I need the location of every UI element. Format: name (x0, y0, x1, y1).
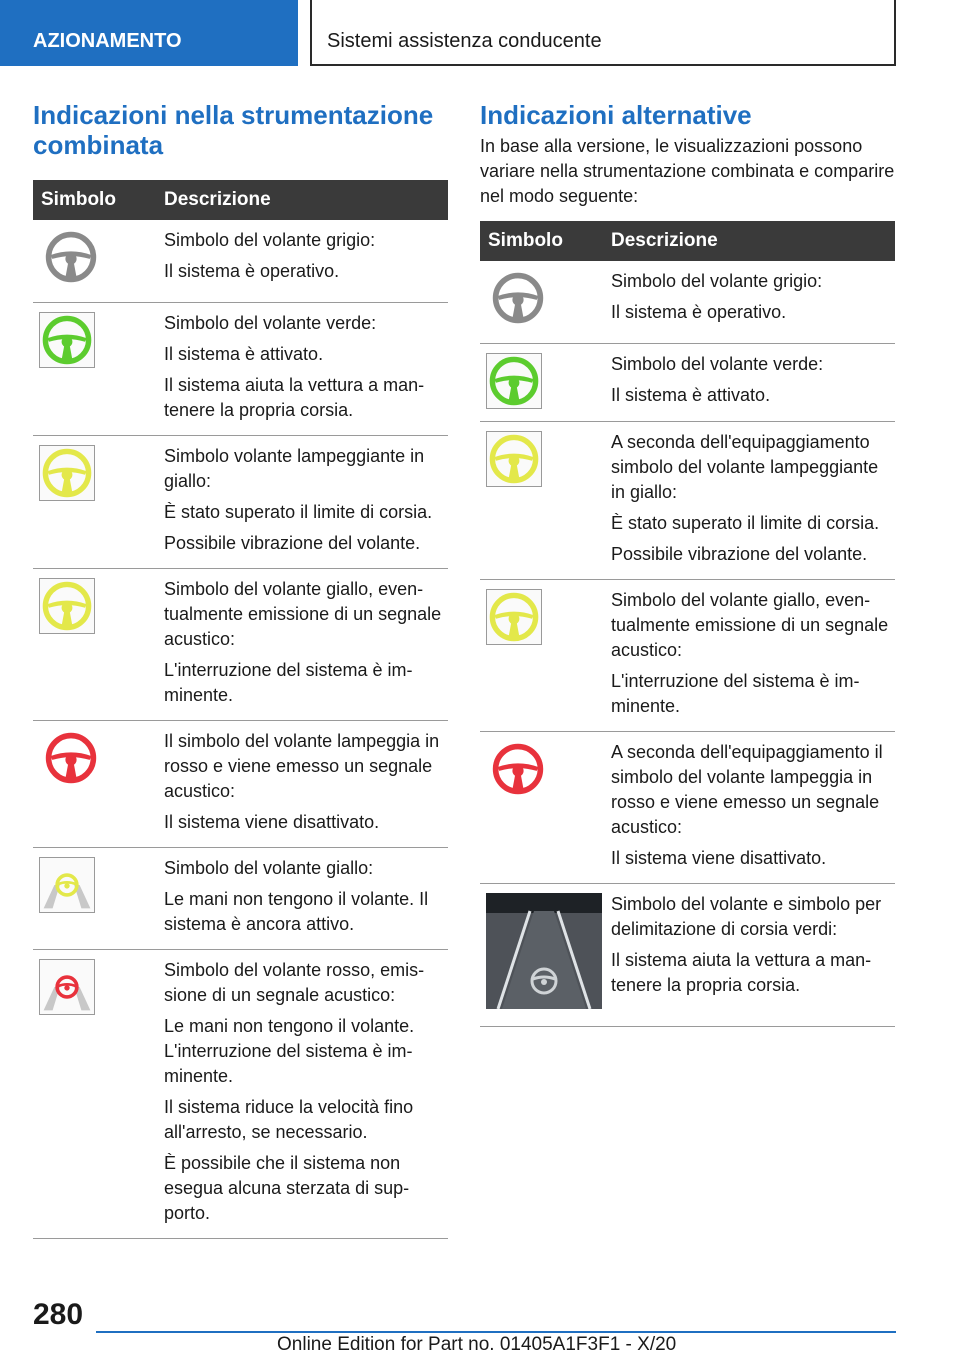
lane-boundary-wheel-icon (486, 893, 607, 1014)
symbol-cell (480, 580, 607, 732)
symbol-cell (480, 732, 607, 884)
symbol-cell (33, 569, 160, 721)
symbol-cell (33, 721, 160, 848)
description-cell (607, 580, 895, 732)
table-row (33, 721, 448, 848)
table-row (33, 303, 448, 436)
description-text: Il sistema viene disattivato. (164, 812, 380, 832)
description-cell (160, 569, 448, 721)
page-header (0, 0, 960, 66)
intro-paragraph: In base alla versione, le visualizzazioni possono variare nella strumentazione combinata e comparire nel modo seguente: (480, 136, 895, 206)
steering-wheel-yellow-flashing-icon (486, 431, 542, 487)
table-row (480, 580, 895, 732)
description-text: Simbolo del volante grigio: (611, 271, 823, 291)
description-text: A seconda dell'equipaggiamento il simbolo del volante lampeggia in rosso e viene emesso un segnale acustico: (611, 742, 883, 837)
steering-wheel-yellow-icon (39, 578, 95, 634)
page-number: 280 (33, 1298, 84, 1331)
description-text: L'interruzione del sistema è imminente. (164, 660, 413, 705)
column-header-symbol: Simbolo (33, 180, 160, 220)
steering-wheel-grey-icon (486, 270, 607, 331)
description-text: Il sistema aiuta la vettura a mantenere la propria corsia. (164, 375, 425, 420)
section-heading: Indicazioni nella strumentazione combinata (33, 100, 434, 160)
table-row (33, 950, 448, 1239)
hands-on-wheel-yellow-icon (39, 857, 95, 913)
description-text: Simbolo volante lampeggiante in giallo: (164, 446, 425, 491)
description-text: Il simbolo del volante lampeggia in rosso e viene emesso un segnale acustico: (164, 731, 440, 801)
right-column (480, 100, 895, 1027)
table-row (480, 884, 895, 1027)
symbol-cell (480, 422, 607, 580)
footer-divider (96, 1331, 896, 1333)
description-text: È possibile che il sistema non esegua alcuna sterzata di supporto. (164, 1153, 410, 1223)
description-text: Le mani non tengono il volante. L'interruzione del sistema è imminente. (164, 1016, 415, 1086)
steering-wheel-yellow-icon (486, 589, 542, 645)
table-row (33, 569, 448, 721)
table-row (33, 848, 448, 950)
description-text: Simbolo del volante verde: (164, 313, 377, 333)
description-text: Il sistema è operativo. (164, 261, 340, 281)
symbol-cell (480, 884, 607, 1027)
column-header-description: Descrizione (607, 221, 895, 261)
symbol-cell (33, 220, 160, 303)
description-cell (160, 436, 448, 569)
table-row (33, 436, 448, 569)
symbol-cell (33, 436, 160, 569)
description-text: Simbolo del volante giallo, eventualmente emissione di un segnale acustico: (164, 579, 442, 649)
description-cell (160, 303, 448, 436)
description-text: Simbolo del volante e simbolo per delimitazione di corsia verdi: (611, 894, 882, 939)
column-header-description: Descrizione (160, 180, 448, 220)
description-cell (607, 884, 895, 1027)
description-text: Il sistema è operativo. (611, 302, 787, 322)
description-cell (160, 848, 448, 950)
description-text: Il sistema aiuta la vettura a mantenere la propria corsia. (611, 950, 872, 995)
table-row (480, 344, 895, 422)
section-tab: AZIONAMENTO (0, 0, 298, 66)
description-text: Il sistema è attivato. (164, 344, 324, 364)
description-text: A seconda dell'equipaggiamento simbolo del volante lampeggiante in giallo: (611, 432, 879, 502)
symbol-table-main (33, 180, 448, 1239)
symbol-cell (480, 261, 607, 344)
symbol-table-alternative (480, 221, 895, 1027)
steering-wheel-red-icon (39, 730, 160, 791)
hands-on-wheel-red-icon (39, 959, 95, 1015)
steering-wheel-red-icon (486, 741, 607, 802)
description-text: È stato superato il limite di corsia. (611, 513, 880, 533)
edition-note: Online Edition for Part no. 01405A1F3F1 - X/20 (277, 1334, 677, 1355)
table-row (33, 220, 448, 303)
description-text: Possibile vibrazione del volante. (164, 533, 421, 553)
description-text: Simbolo del volante giallo, eventualmente emissione di un segnale acustico: (611, 590, 889, 660)
table-row (480, 732, 895, 884)
description-text: Simbolo del volante verde: (611, 354, 824, 374)
symbol-cell (33, 950, 160, 1239)
steering-wheel-green-icon (486, 353, 542, 409)
description-cell (607, 261, 895, 344)
description-text: Le mani non tengono il volante. Il sistema è ancora attivo. (164, 889, 429, 934)
table-row (480, 422, 895, 580)
left-column (33, 100, 448, 1239)
table-row (480, 261, 895, 344)
symbol-cell (480, 344, 607, 422)
chapter-tab: Sistemi assistenza conducente (310, 0, 896, 66)
description-text: Simbolo del volante giallo: (164, 858, 374, 878)
steering-wheel-yellow-flashing-icon (39, 445, 95, 501)
description-text: Il sistema viene disattivato. (611, 848, 827, 868)
steering-wheel-green-icon (39, 312, 95, 368)
description-cell (607, 732, 895, 884)
description-text: Simbolo del volante rosso, emissione di un segnale acustico: (164, 960, 425, 1005)
description-cell (160, 220, 448, 303)
symbol-cell (33, 303, 160, 436)
description-text: È stato superato il limite di corsia. (164, 502, 433, 522)
description-cell (160, 950, 448, 1239)
description-text: L'interruzione del sistema è imminente. (611, 671, 860, 716)
description-text: Simbolo del volante grigio: (164, 230, 376, 250)
description-cell (607, 422, 895, 580)
description-text: Il sistema è attivato. (611, 385, 771, 405)
description-text: Possibile vibrazione del volante. (611, 544, 868, 564)
section-heading: Indicazioni alternative (480, 100, 752, 130)
description-cell (607, 344, 895, 422)
steering-wheel-grey-icon (39, 229, 160, 290)
description-cell (160, 721, 448, 848)
description-text: Il sistema riduce la velocità fino all'arresto, se necessario. (164, 1097, 414, 1142)
column-header-symbol: Simbolo (480, 221, 607, 261)
symbol-cell (33, 848, 160, 950)
